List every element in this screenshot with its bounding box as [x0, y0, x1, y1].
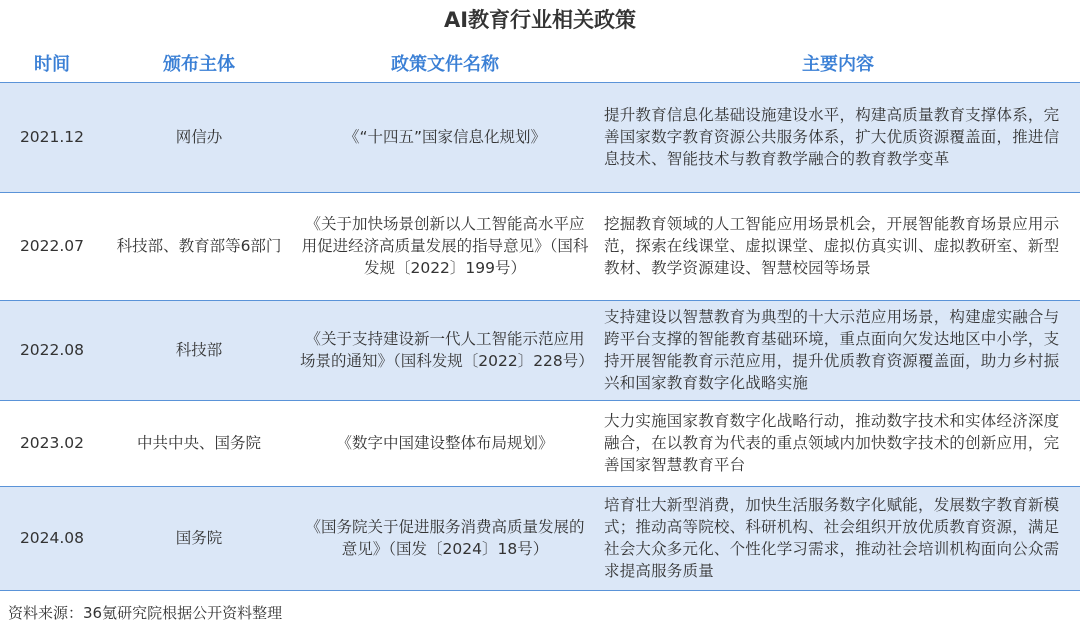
cell-content: 提升教育信息化基础设施建设水平，构建高质量教育支撑体系，完善国家数字教育资源公共服务体系，扩大优质资源覆盖面，推进信息技术、智能技术与教育教学融合的教育教学变革: [604, 106, 1060, 168]
cell-document: 《关于支持建设新一代人工智能示范应用场景的通知》（国科发规〔2022〕228号）: [300, 330, 594, 370]
table-row: [0, 300, 1080, 400]
table-row: [0, 82, 1080, 192]
table-header-row: [0, 44, 1080, 82]
cell-time: 2022.08: [19, 341, 85, 359]
cell-document: 《关于加快场景创新以人工智能高水平应用促进经济高质量发展的指导意见》（国科发规〔2022〕199号）: [301, 215, 589, 277]
cell-issuer: 科技部: [175, 341, 223, 359]
cell-issuer: 科技部、教育部等6部门: [116, 237, 282, 255]
cell-content: 培育壮大新型消费，加快生活服务数字化赋能，发展数字教育新模式；推动高等院校、科研机构、社会组织开放优质教育资源，满足社会大众多元化、个性化学习需求，推动社会培训机构面向公众需求提高服务质量: [604, 496, 1060, 580]
table-row: [0, 400, 1080, 486]
cell-document: 《数字中国建设整体布局规划》: [336, 434, 554, 452]
header-document: 政策文件名称: [391, 53, 499, 75]
table-row: [0, 486, 1080, 590]
cell-content: 支持建设以智慧教育为典型的十大示范应用场景，构建虚实融合与跨平台支撑的智能教育基础环境，重点面向欠发达地区中小学，支持开展智能教育示范应用，提升优质教育资源覆盖面，助力乡村振兴和国家教育数字化战略实施: [604, 308, 1060, 392]
cell-content: 挖掘教育领域的人工智能应用场景机会，开展智能教育场景应用示范，探索在线课堂、虚拟课堂、虚拟仿真实训、虚拟教研室、新型教材、教学资源建设、智慧校园等场景: [604, 215, 1060, 277]
table-row: [0, 192, 1080, 300]
cell-time: 2024.08: [19, 529, 85, 547]
page-title: AI教育行业相关政策: [443, 8, 637, 32]
cell-time: 2023.02: [19, 434, 85, 452]
policy-table: [0, 44, 1080, 591]
header-time: 时间: [34, 53, 70, 75]
cell-time: 2022.07: [19, 237, 85, 255]
header-issuer: 颁布主体: [163, 53, 235, 75]
cell-document: 《“十四五”国家信息化规划》: [343, 128, 547, 146]
cell-issuer: 网信办: [175, 128, 223, 146]
cell-document: 《国务院关于促进服务消费高质量发展的意见》（国发〔2024〕18号）: [305, 518, 585, 558]
cell-content: 大力实施国家教育数字化战略行动，推动数字技术和实体经济深度融合，在以教育为代表的重点领域内加快数字技术的创新应用，完善国家智慧教育平台: [604, 412, 1060, 474]
cell-time: 2021.12: [19, 128, 85, 146]
header-content: 主要内容: [802, 53, 874, 75]
cell-issuer: 中共中央、国务院: [136, 434, 261, 452]
cell-issuer: 国务院: [175, 529, 223, 547]
source-note: 资料来源：36氪研究院根据公开资料整理: [8, 604, 283, 622]
